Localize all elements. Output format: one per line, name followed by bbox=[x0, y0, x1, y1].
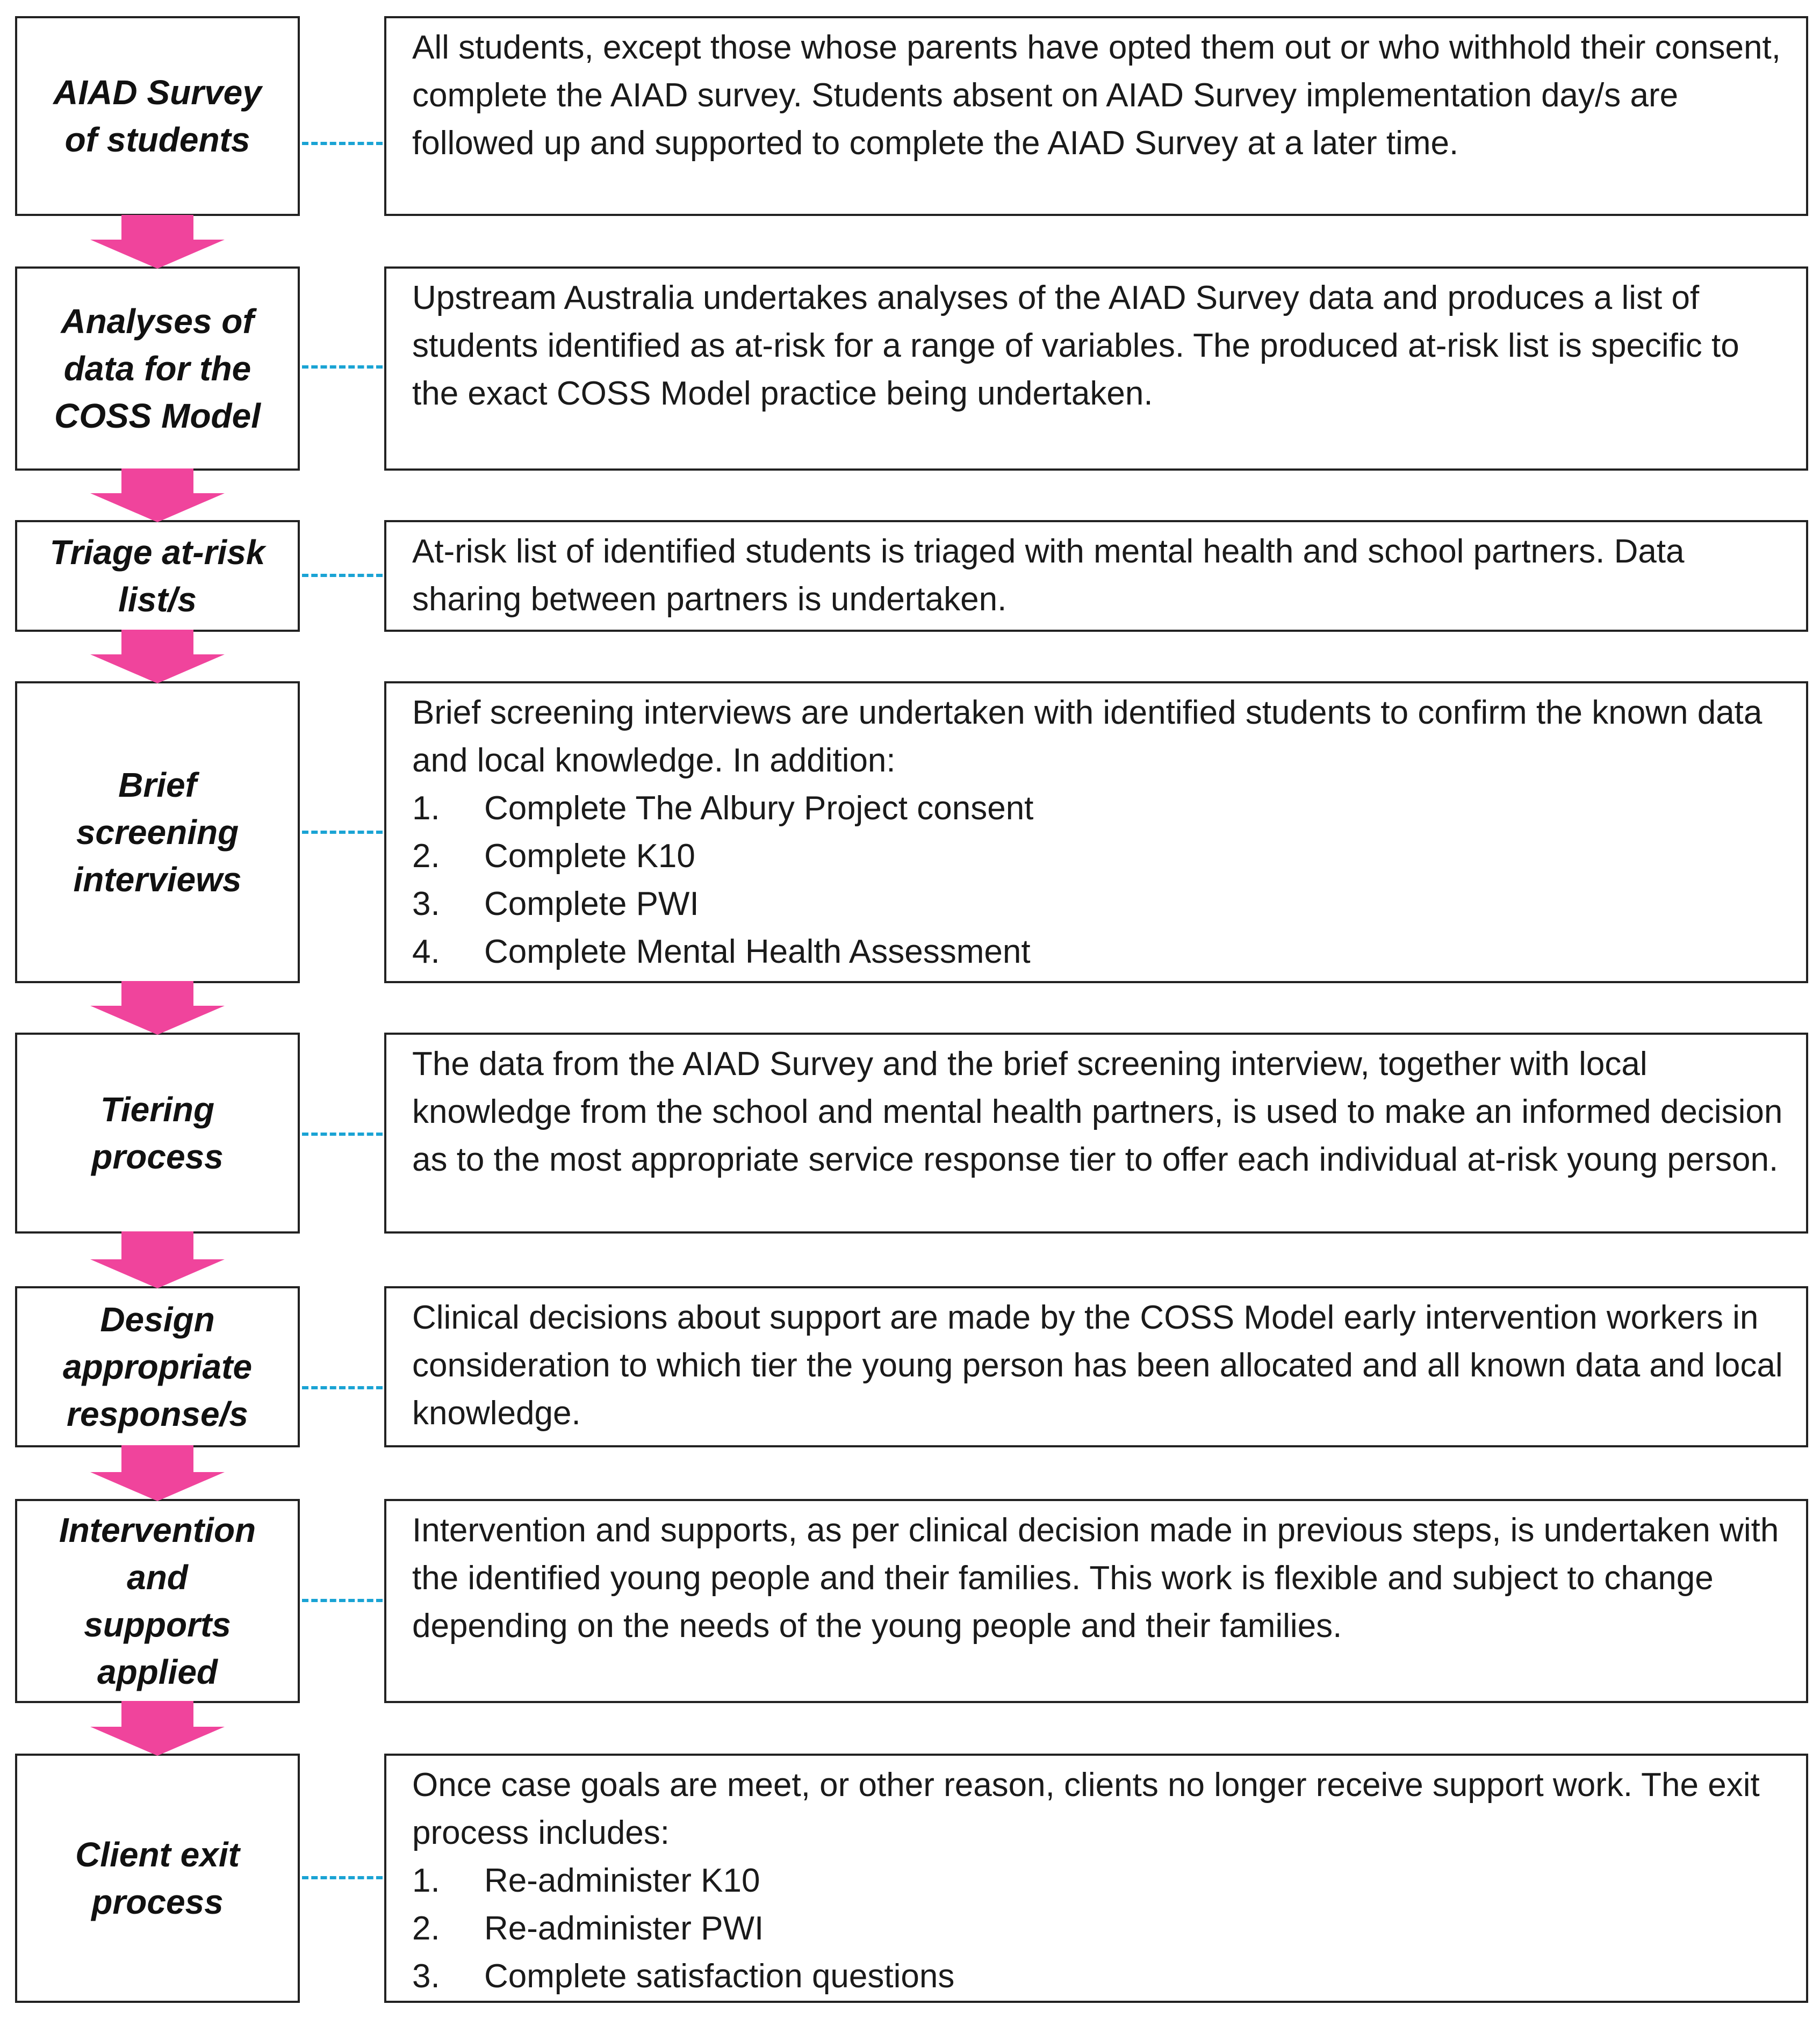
list-item: 3. Complete PWI bbox=[412, 885, 699, 922]
flow-arrow-down-icon bbox=[90, 468, 225, 522]
list-item: 2. Re-administer PWI bbox=[412, 1910, 764, 1947]
description-text: The data from the AIAD Survey and the brief screening interview, together with local knowledge from the school and mental health partners, is used to make an informed decision as to the most appropriate service response tier to offer each individual at-risk young person. bbox=[412, 1045, 1783, 1178]
description-text: All students, except those whose parents have opted them out or who withhold their consent, complete the AIAD survey. Students absent on AIAD Survey implementation day/s are followed up and supported to complete the AIAD Survey at a later time. bbox=[412, 29, 1781, 162]
description-text: Upstream Australia undertakes analyses of the AIAD Survey data and produces a list of students identified as at-risk for a range of variables. The produced at-risk list is specific to the exact COSS Model practice being undertaken. bbox=[412, 279, 1739, 412]
flow-arrow-down-icon bbox=[90, 1445, 225, 1501]
flow-arrow-down-icon bbox=[90, 215, 225, 269]
description-text: Brief screening interviews are undertaken with identified students to confirm the known data and local knowledge. In addition: bbox=[412, 694, 1763, 779]
description-text: At-risk list of identified students is triaged with mental health and school partners. Data sharing between partners is undertaken. bbox=[412, 533, 1685, 618]
flow-arrow-down-icon bbox=[90, 1701, 225, 1756]
flow-arrows bbox=[90, 215, 225, 1756]
list-item: 4. Complete Mental Health Assessment bbox=[412, 933, 1031, 970]
step-title: AIAD Survey of students bbox=[53, 73, 262, 159]
step-title: Client exit process bbox=[75, 1835, 240, 1921]
step-title: Tiering process bbox=[91, 1090, 224, 1176]
list-item: 1. Re-administer K10 bbox=[412, 1862, 760, 1899]
description-text: Clinical decisions about support are made by the COSS Model early intervention workers in consideration to which tier the young person has been allocated and all known data and local knowledge. bbox=[412, 1299, 1783, 1432]
step-title: Intervention and supports applied bbox=[59, 1511, 256, 1691]
flow-arrow-down-icon bbox=[90, 1231, 225, 1288]
description-text: Intervention and supports, as per clinical decision made in previous steps, is undertaken with the identified young people and their families. This work is flexible and subject to change depending on the needs of the young people and their families. bbox=[412, 1512, 1779, 1645]
step-title: Brief screening interviews bbox=[73, 766, 242, 899]
step-title: Design appropriate response/s bbox=[62, 1300, 253, 1433]
list-item: 2. Complete K10 bbox=[412, 838, 695, 875]
step-title: Analyses of data for the COSS Model bbox=[54, 302, 261, 435]
flow-arrow-down-icon bbox=[90, 630, 225, 683]
description-text: Once case goals are meet, or other reason, clients no longer receive support work. The exit process includes: bbox=[412, 1766, 1760, 1851]
list-item: 1. Complete The Albury Project consent bbox=[412, 790, 1034, 827]
list-item: 3. Complete satisfaction questions bbox=[412, 1958, 955, 1995]
step-title: Triage at-risk list/s bbox=[49, 533, 265, 619]
flow-arrow-down-icon bbox=[90, 981, 225, 1035]
